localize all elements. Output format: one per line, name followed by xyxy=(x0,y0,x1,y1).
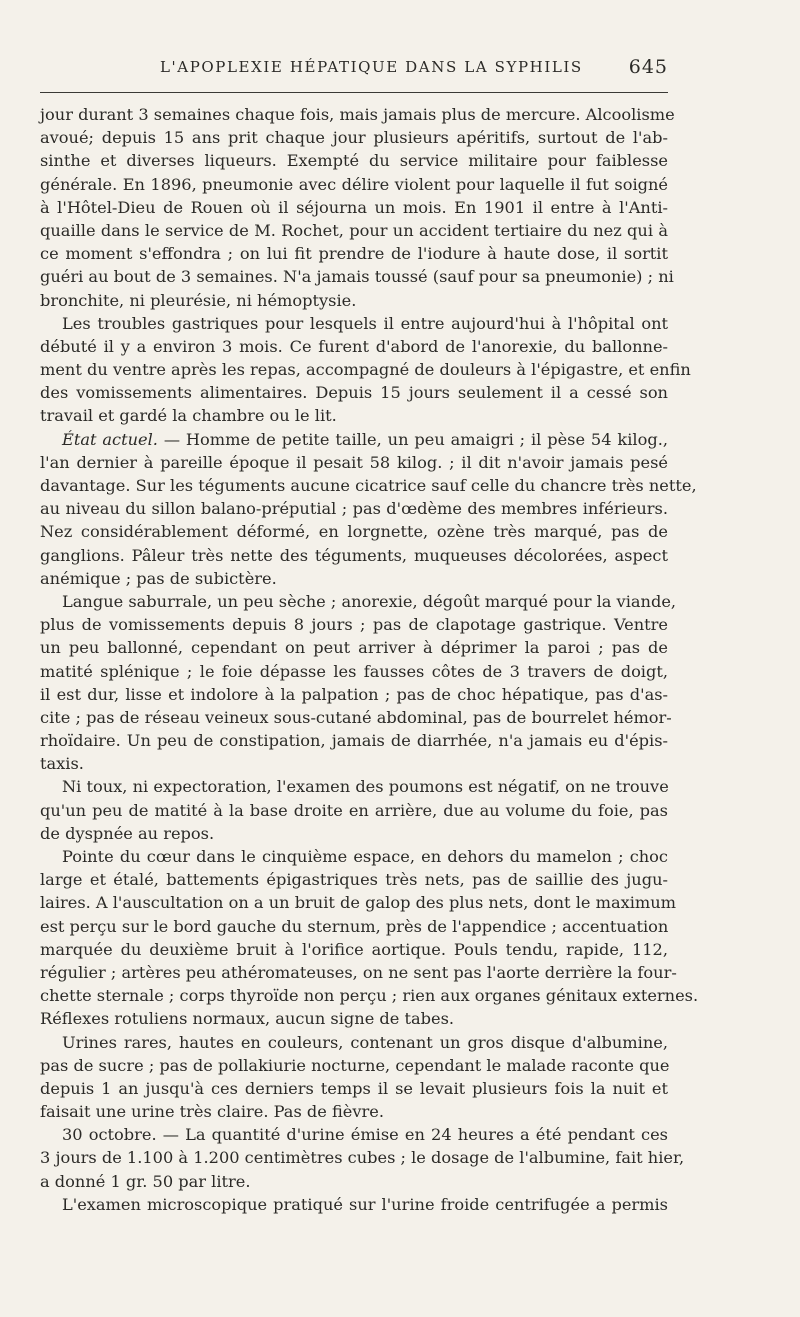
text-line: ce moment s'effondra ; on lui fit prendre de l'iodure à haute dose, il sortit xyxy=(40,244,668,264)
text-line: il est dur, lisse et indolore à la palpation ; pas de choc hépatique, pas d'as- xyxy=(40,684,668,704)
text-line: régulier ; artères peu athéromateuses, on ne sent pas l'aorte derrière la four- xyxy=(40,962,677,982)
text-line: L'examen microscopique pratiqué sur l'urine froide centrifugée a permis xyxy=(62,1194,668,1214)
text-line: quaille dans le service de M. Rochet, pour un accident tertiaire du nez qui à xyxy=(40,220,668,240)
text-line: faisait une urine très claire. Pas de fièvre. xyxy=(40,1102,384,1122)
text-line: laires. A l'auscultation on a un bruit de galop des plus nets, dont le maximum xyxy=(40,893,677,913)
text-line: bronchite, ni pleurésie, ni hémoptysie. xyxy=(40,290,357,310)
text-line: jour durant 3 semaines chaque fois, mais jamais plus de mercure. Alcoolisme xyxy=(40,105,675,124)
text-line: marquée du deuxième bruit à l'orifice aortique. Pouls tendu, rapide, 112, xyxy=(40,939,668,959)
text-line: pas de sucre ; pas de pollakiurie nocturne, cependant le malade raconte que xyxy=(40,1055,670,1075)
text-line: anémique ; pas de subictère. xyxy=(40,568,277,588)
text-line: Langue saburrale, un peu sèche ; anorexie, dégoût marqué pour la viande, xyxy=(62,591,677,611)
text-line: cite ; pas de réseau veineux sous-cutané abdominal, pas de bourrelet hémor- xyxy=(40,707,672,727)
text-line: des vomissements alimentaires. Depuis 15 jours seulement il a cessé son xyxy=(40,383,668,403)
text-line: Urines rares, hautes en couleurs, contenant un gros disque d'albumine, xyxy=(62,1032,668,1052)
text-line: guéri au bout de 3 semaines. N'a jamais toussé (sauf pour sa pneumonie) ; ni xyxy=(40,267,674,287)
text-line: davantage. Sur les téguments aucune cicatrice sauf celle du chancre très nette, xyxy=(40,476,697,495)
body-text xyxy=(40,103,699,1216)
text-line: un peu ballonné, cependant on peut arriver à déprimer la paroi ; pas de xyxy=(40,638,668,658)
text-line: qu'un peu de matité à la base droite en arrière, due au volume du foie, pas xyxy=(40,800,668,820)
text-line: Réflexes rotuliens normaux, aucun signe de tabes. xyxy=(40,1009,455,1029)
text-line: Ni toux, ni expectoration, l'examen des poumons est négatif, on ne trouve xyxy=(62,777,669,797)
text-line: ment du ventre après les repas, accompagné de douleurs à l'épigastre, et enfin xyxy=(40,360,691,380)
italic-lead: État actuel. xyxy=(62,429,158,449)
text-line: ganglions. Pâleur très nette des téguments, muqueuses décolorées, aspect xyxy=(40,545,668,565)
text-line: 3 jours de 1.100 à 1.200 centimètres cubes ; le dosage de l'albumine, fait hier, xyxy=(40,1148,685,1168)
text-line: chette sternale ; corps thyroïde non perçu ; rien aux organes génitaux externes. xyxy=(40,986,699,1006)
text-line: à l'Hôtel-Dieu de Rouen où il séjourna un mois. En 1901 il entre à l'Anti- xyxy=(40,197,668,217)
text-line: générale. En 1896, pneumonie avec délire violent pour laquelle il fut soigné xyxy=(40,174,668,194)
text-line-etat-actuel xyxy=(40,428,668,451)
text-line: l'an dernier à pareille époque il pesait 58 kilog. ; il dit n'avoir jamais pesé xyxy=(40,452,668,472)
running-head xyxy=(40,58,668,86)
text-line: plus de vomissements depuis 8 jours ; pas de clapotage gastrique. Ventre xyxy=(40,615,668,635)
text-line: Les troubles gastriques pour lesquels il entre aujourd'hui à l'hôpital ont xyxy=(62,313,668,333)
text-line: large et étalé, battements épigastriques très nets, pas de saillie des jugu- xyxy=(40,870,668,890)
running-title: L'APOPLEXIE HÉPATIQUE DANS LA SYPHILIS xyxy=(160,58,583,76)
text-line: Nez considérablement déformé, en lorgnette, ozène très marqué, pas de xyxy=(40,522,668,542)
text-line: taxis. xyxy=(40,754,84,774)
text-line: avoué; depuis 15 ans prit chaque jour plusieurs apéritifs, surtout de l'ab- xyxy=(40,128,668,148)
text-line: de dyspnée au repos. xyxy=(40,823,215,843)
text-line: 30 octobre. — La quantité d'urine émise en 24 heures a été pendant ces xyxy=(62,1125,668,1145)
text-line: travail et gardé la chambre ou le lit. xyxy=(40,406,337,426)
text-line: a donné 1 gr. 50 par litre. xyxy=(40,1171,251,1191)
text-line: sinthe et diverses liqueurs. Exempté du service militaire pour faiblesse xyxy=(40,151,668,171)
text-line: au niveau du sillon balano-préputial ; pas d'œdème des membres inférieurs. xyxy=(40,499,668,519)
header-rule xyxy=(40,92,668,93)
text-line: matité splénique ; le foie dépasse les fausses côtes de 3 travers de doigt, xyxy=(40,661,668,681)
text-line: est perçu sur le bord gauche du sternum, près de l'appendice ; accentuation xyxy=(40,916,669,936)
page-number: 645 xyxy=(628,56,668,78)
text-line: depuis 1 an jusqu'à ces derniers temps il se levait plusieurs fois la nuit et xyxy=(40,1078,668,1098)
text-line-rest: — Homme de petite taille, un peu amaigri ; il pèse 54 kilog., xyxy=(163,429,668,449)
text-line: débuté il y a environ 3 mois. Ce furent d'abord de l'anorexie, du ballonne- xyxy=(40,336,668,356)
text-line: Pointe du cœur dans le cinquième espace, en dehors du mamelon ; choc xyxy=(62,847,668,866)
text-line: rhoïdaire. Un peu de constipation, jamais de diarrhée, n'a jamais eu d'épis- xyxy=(40,731,668,751)
